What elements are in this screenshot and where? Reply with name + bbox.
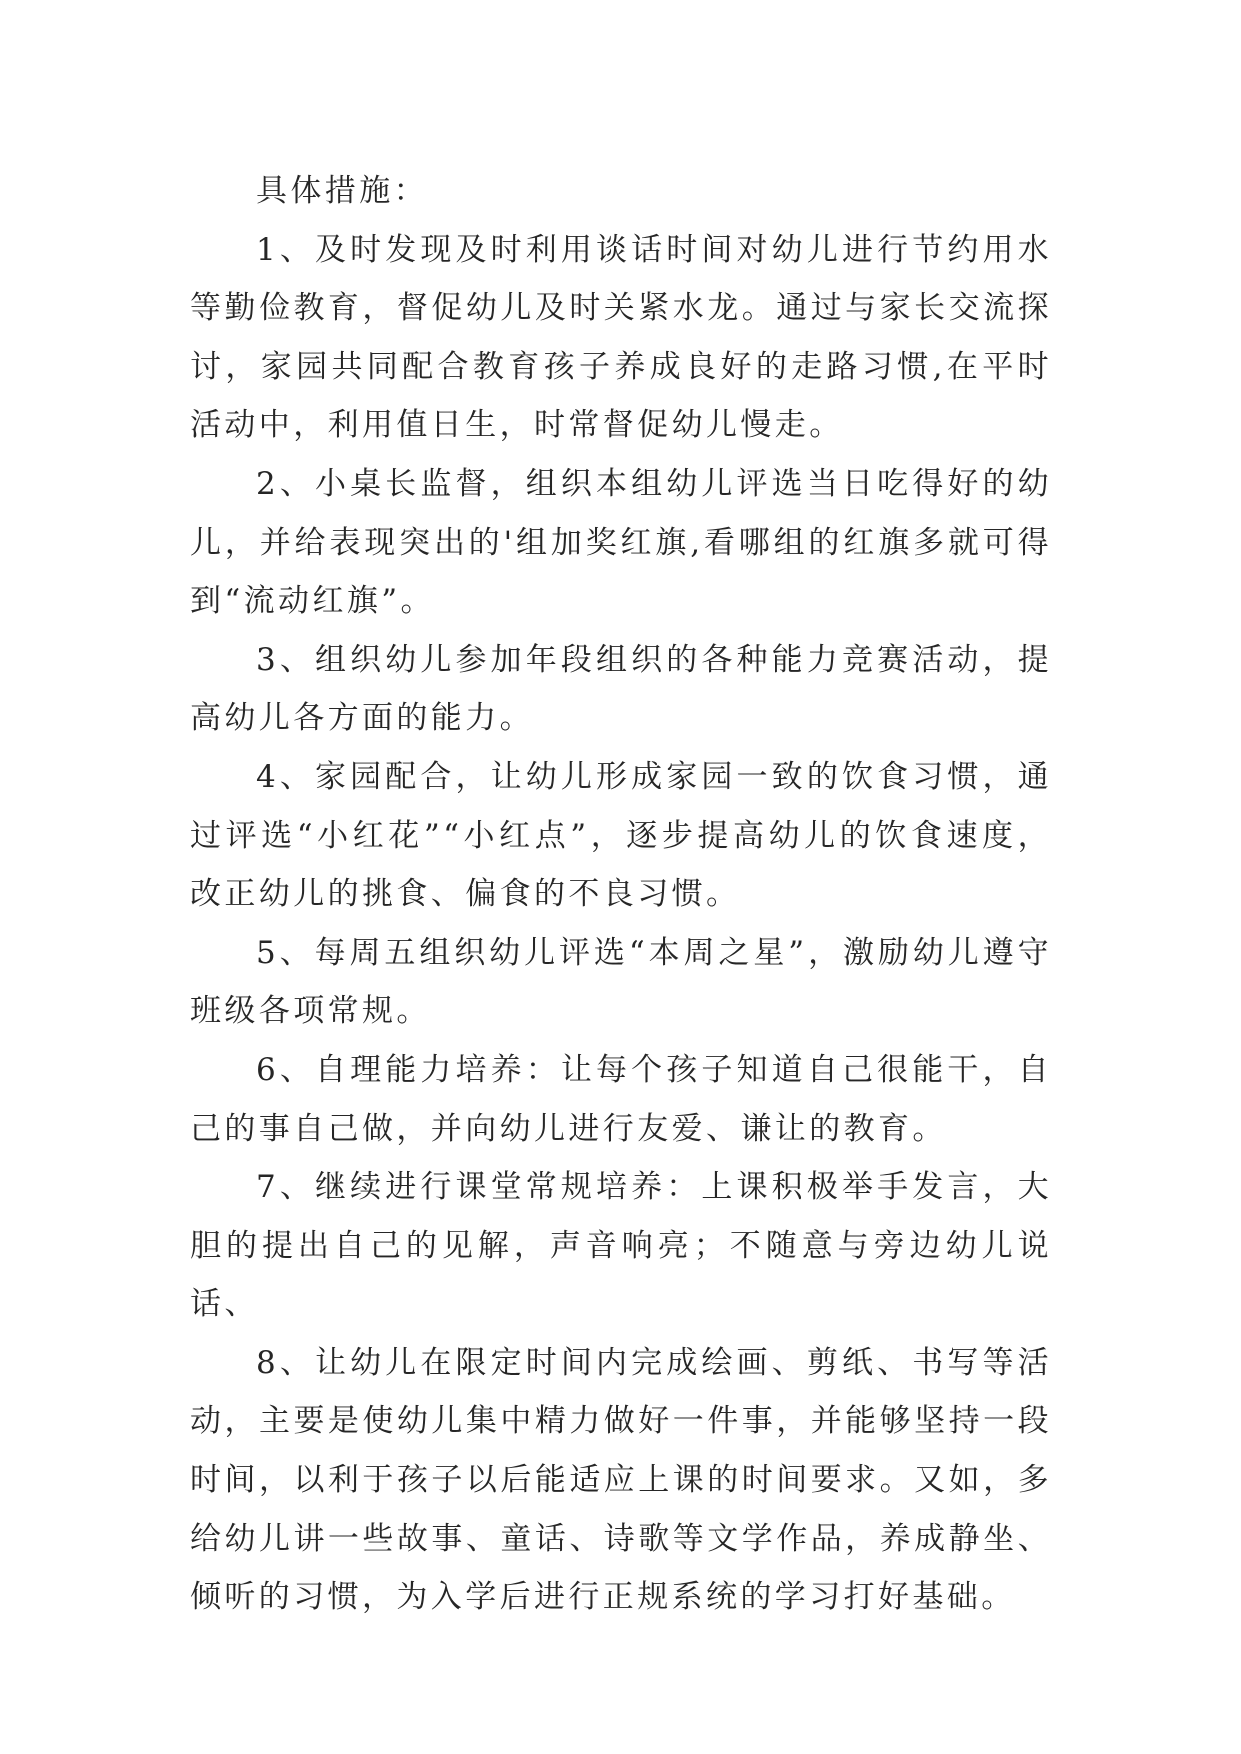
paragraph-2: 2、小桌长监督，组织本组幼儿评选当日吃得好的幼儿，并给表现突出的'组加奖红旗,看哪组的红旗多就可得到“流动红旗”。 [190,465,1052,620]
paragraph-6: 6、自理能力培养：让每个孩子知道自己很能干，自己的事自己做，并向幼儿进行友爱、谦让的教育。 [190,1051,1052,1147]
document-page [190,162,1052,1627]
section-heading: 具体措施： [256,173,428,209]
paragraph-8: 8、让幼儿在限定时间内完成绘画、剪纸、书写等活动，主要是使幼儿集中精力做好一件事，并能够坚持一段时间，以利于孩子以后能适应上课的时间要求。又如，多给幼儿讲一些故事、童话、诗歌等文学作品，养成静坐、倾听的习惯，为入学后进行正规系统的学习打好基础。 [190,1344,1052,1616]
paragraph-7: 7、继续进行课堂常规培养：上课积极举手发言，大胆的提出自己的见解，声音响亮；不随意与旁边幼儿说话、 [190,1169,1052,1323]
paragraph-1: 1、及时发现及时利用谈话时间对幼儿进行节约用水等勤俭教育，督促幼儿及时关紧水龙。通过与家长交流探讨，家园共同配合教育孩子养成良好的走路习惯,在平时活动中，利用值日生，时常督促幼儿慢走。 [190,231,1052,444]
paragraph-4: 4、家园配合，让幼儿形成家园一致的饮食习惯，通过评选“小红花”“小红点”，逐步提高幼儿的饮食速度，改正幼儿的挑食、偏食的不良习惯。 [190,758,1052,913]
paragraph-3: 3、组织幼儿参加年段组织的各种能力竞赛活动，提高幼儿各方面的能力。 [190,641,1052,737]
paragraph-5: 5、每周五组织幼儿评选“本周之星”，激励幼儿遵守班级各项常规。 [190,934,1052,1030]
